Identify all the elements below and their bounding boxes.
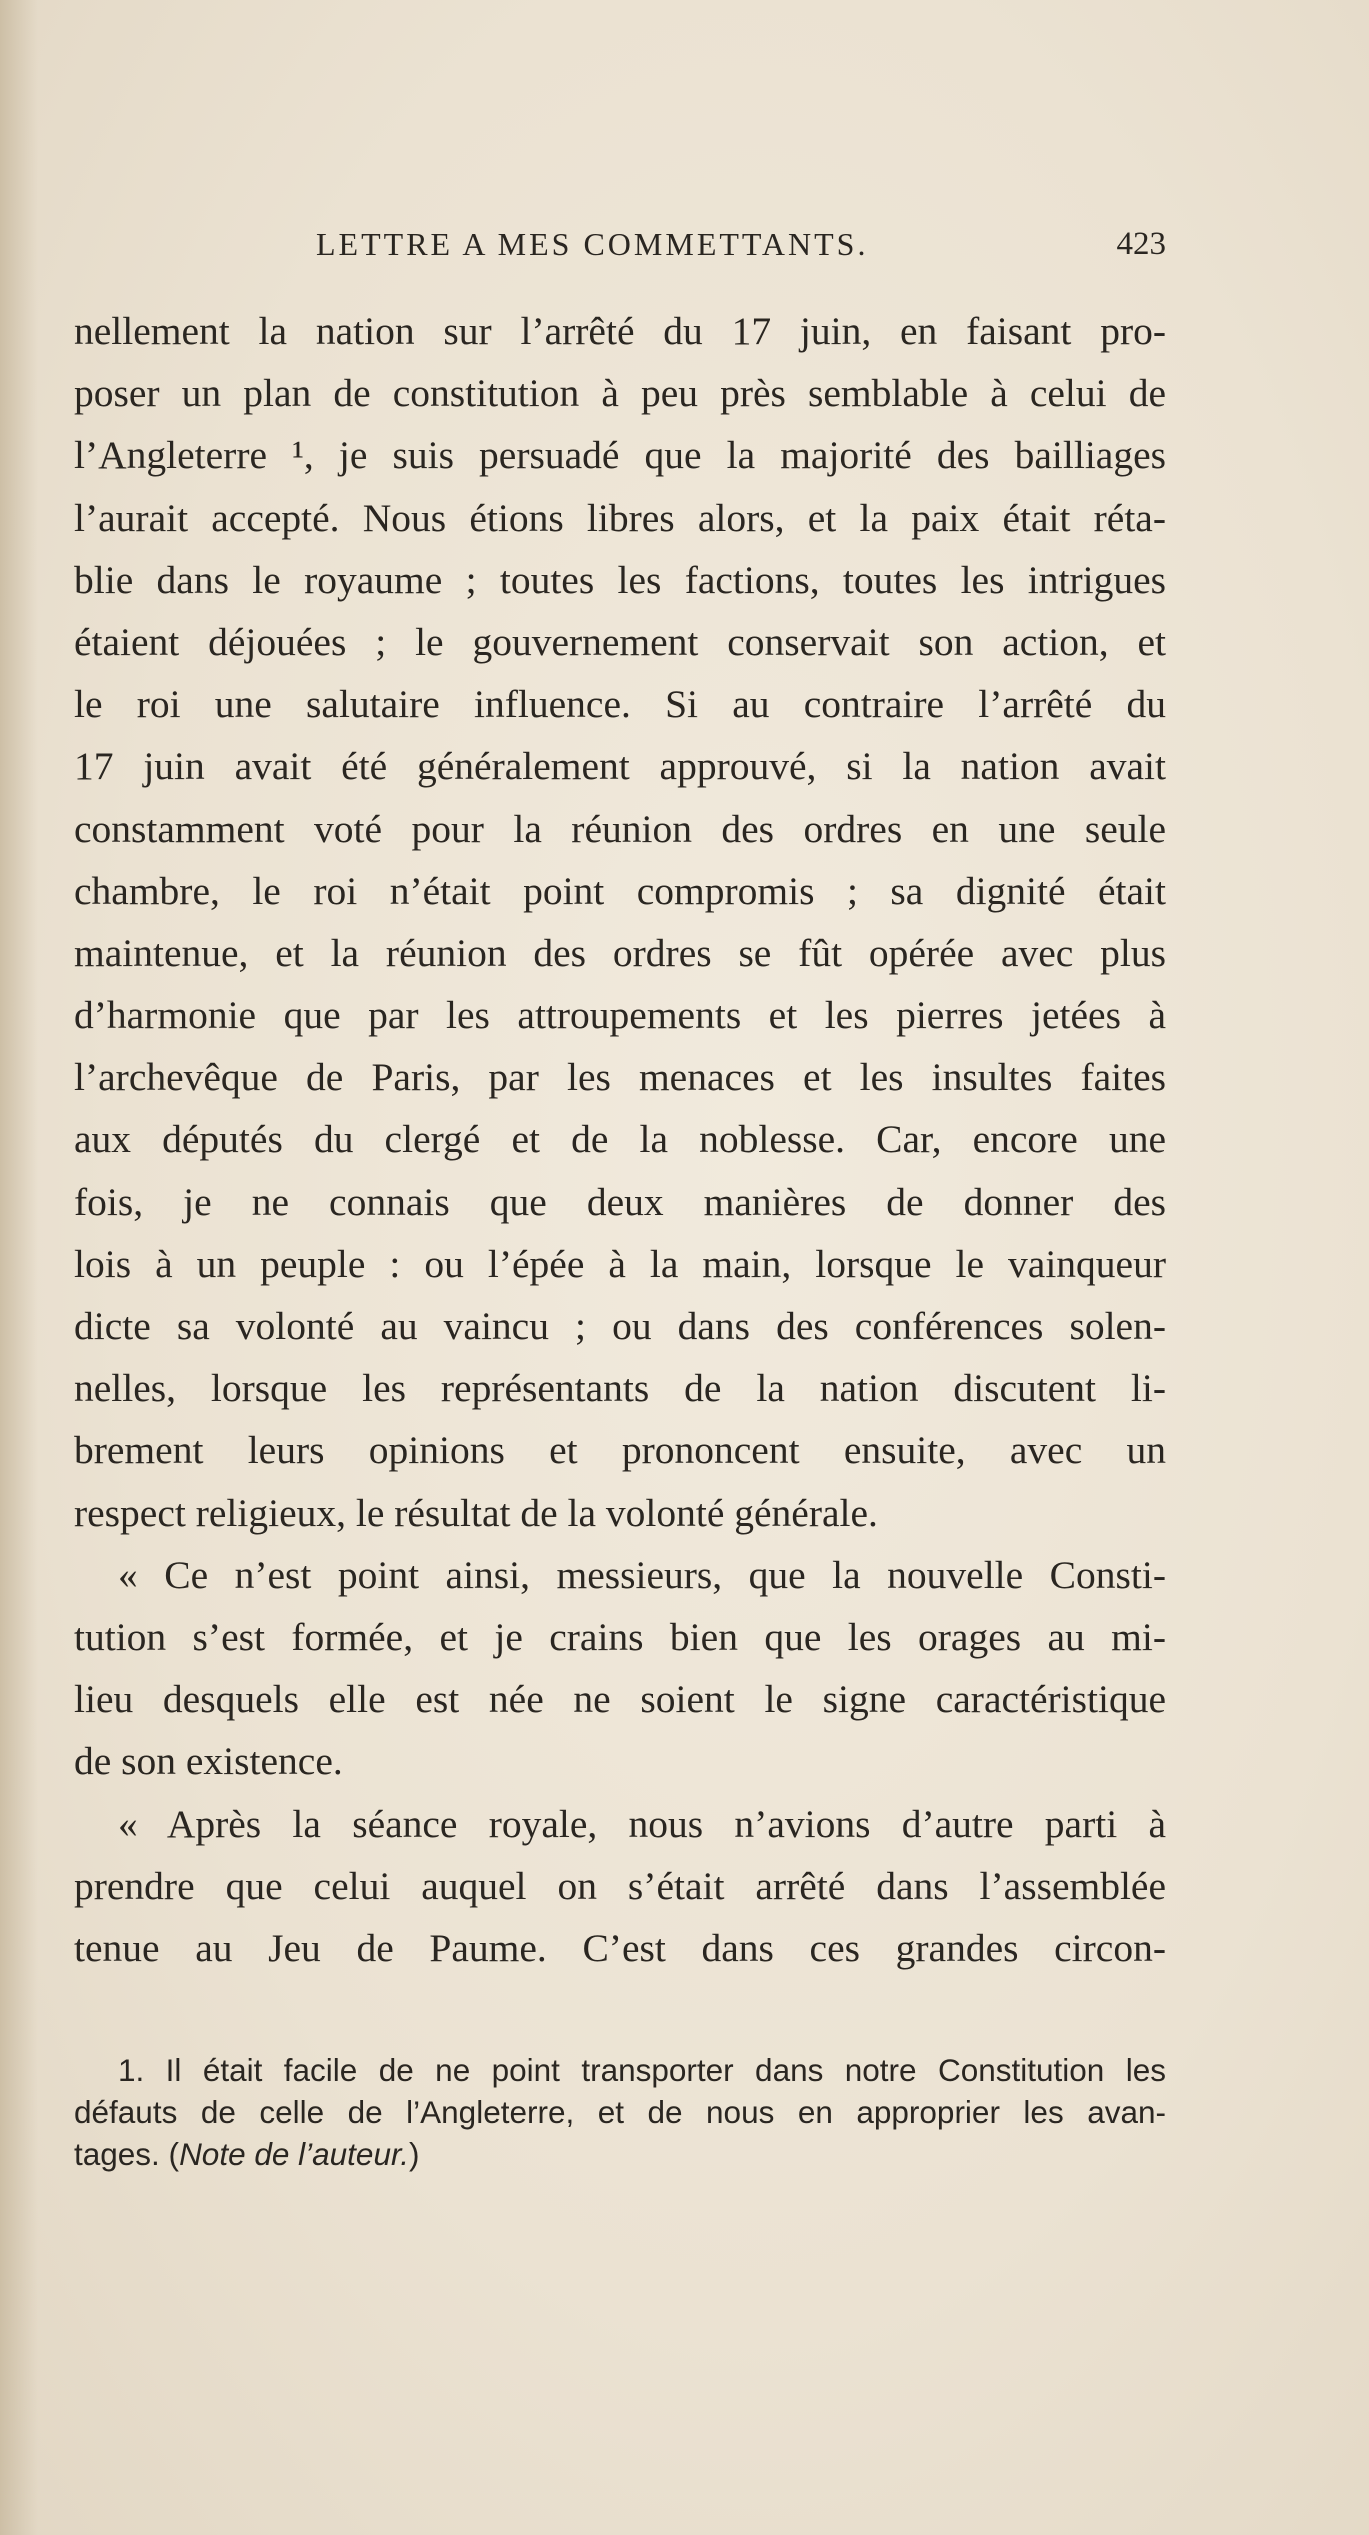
text-line: nelles, lorsque les représentants de la nation discutent li- (74, 1366, 1166, 1411)
text-line: le roi une salutaire influence. Si au contraire l’arrêté du (74, 682, 1166, 727)
text-line: constamment voté pour la réunion des ordres en une seule (74, 806, 1166, 851)
text-line: blie dans le royaume ; toutes les factions, toutes les intrigues (74, 557, 1166, 602)
text-line: l’aurait accepté. Nous étions libres alors, et la paix était réta- (74, 495, 1166, 540)
footnote-text: tages. ( (74, 2136, 180, 2172)
text-line: « Ce n’est point ainsi, messieurs, que la nouvelle Consti- (118, 1552, 1166, 1597)
text-line: aux députés du clergé et de la noblesse. Car, encore une (74, 1117, 1166, 1162)
footnote-line: 1. Il était facile de ne point transporter dans notre Constitution les (118, 2052, 1166, 2088)
text-line: dicte sa volonté au vaincu ; ou dans des conférences solen- (74, 1304, 1166, 1348)
text-line: « Après la séance royale, nous n’avions d’autre parti à (118, 1801, 1166, 1846)
text-line: poser un plan de constitution à peu près semblable à celui de (74, 371, 1166, 416)
text-line: brement leurs opinions et prononcent ensuite, avec un (74, 1428, 1166, 1473)
body-text (74, 300, 1166, 1979)
text-line: lois à un peuple : ou l’épée à la main, lorsque le vainqueur (74, 1241, 1166, 1286)
page-number: 423 (1116, 226, 1166, 262)
text-line: nellement la nation sur l’arrêté du 17 juin, en faisant pro- (74, 309, 1166, 353)
text-line: étaient déjouées ; le gouvernement conservait son action, et (74, 619, 1166, 664)
text-line: chambre, le roi n’était point compromis ; sa dignité était (74, 868, 1166, 913)
text-line: tution s’est formée, et je crains bien que les orages au mi- (74, 1614, 1166, 1659)
text-line: l’archevêque de Paris, par les menaces et les insultes faites (74, 1055, 1166, 1100)
text-line: de son existence. (74, 1739, 343, 1784)
author-note: Note de l’auteur. (179, 2136, 410, 2172)
footnote-close: ) (409, 2136, 420, 2172)
text-line: respect religieux, le résultat de la volonté générale. (74, 1490, 878, 1535)
text-line: prendre que celui auquel on s’était arrêté dans l’assemblée (74, 1863, 1166, 1908)
text-line: 17 juin avait été généralement approuvé, si la nation avait (74, 744, 1166, 789)
running-head (74, 222, 1166, 272)
gutter-shadow (0, 0, 38, 2535)
footnote-line: défauts de celle de l’Angleterre, et de nous en approprier les avan- (74, 2094, 1166, 2130)
text-line: d’harmonie que par les attroupements et les pierres jetées à (74, 993, 1166, 1038)
text-line: tenue au Jeu de Paume. C’est dans ces grandes circon- (74, 1925, 1166, 1970)
running-title: LETTRE A MES COMMETTANTS. (316, 226, 869, 262)
text-line: l’Angleterre ¹, je suis persuadé que la majorité des bailliages (74, 433, 1166, 478)
text-line: maintenue, et la réunion des ordres se fût opérée avec plus (74, 930, 1166, 975)
footnote (74, 2049, 1166, 2175)
footnote-line (74, 2133, 1166, 2175)
text-line: fois, je ne connais que deux manières de donner des (74, 1179, 1166, 1224)
text-line: lieu desquels elle est née ne soient le signe caractéristique (74, 1677, 1166, 1722)
